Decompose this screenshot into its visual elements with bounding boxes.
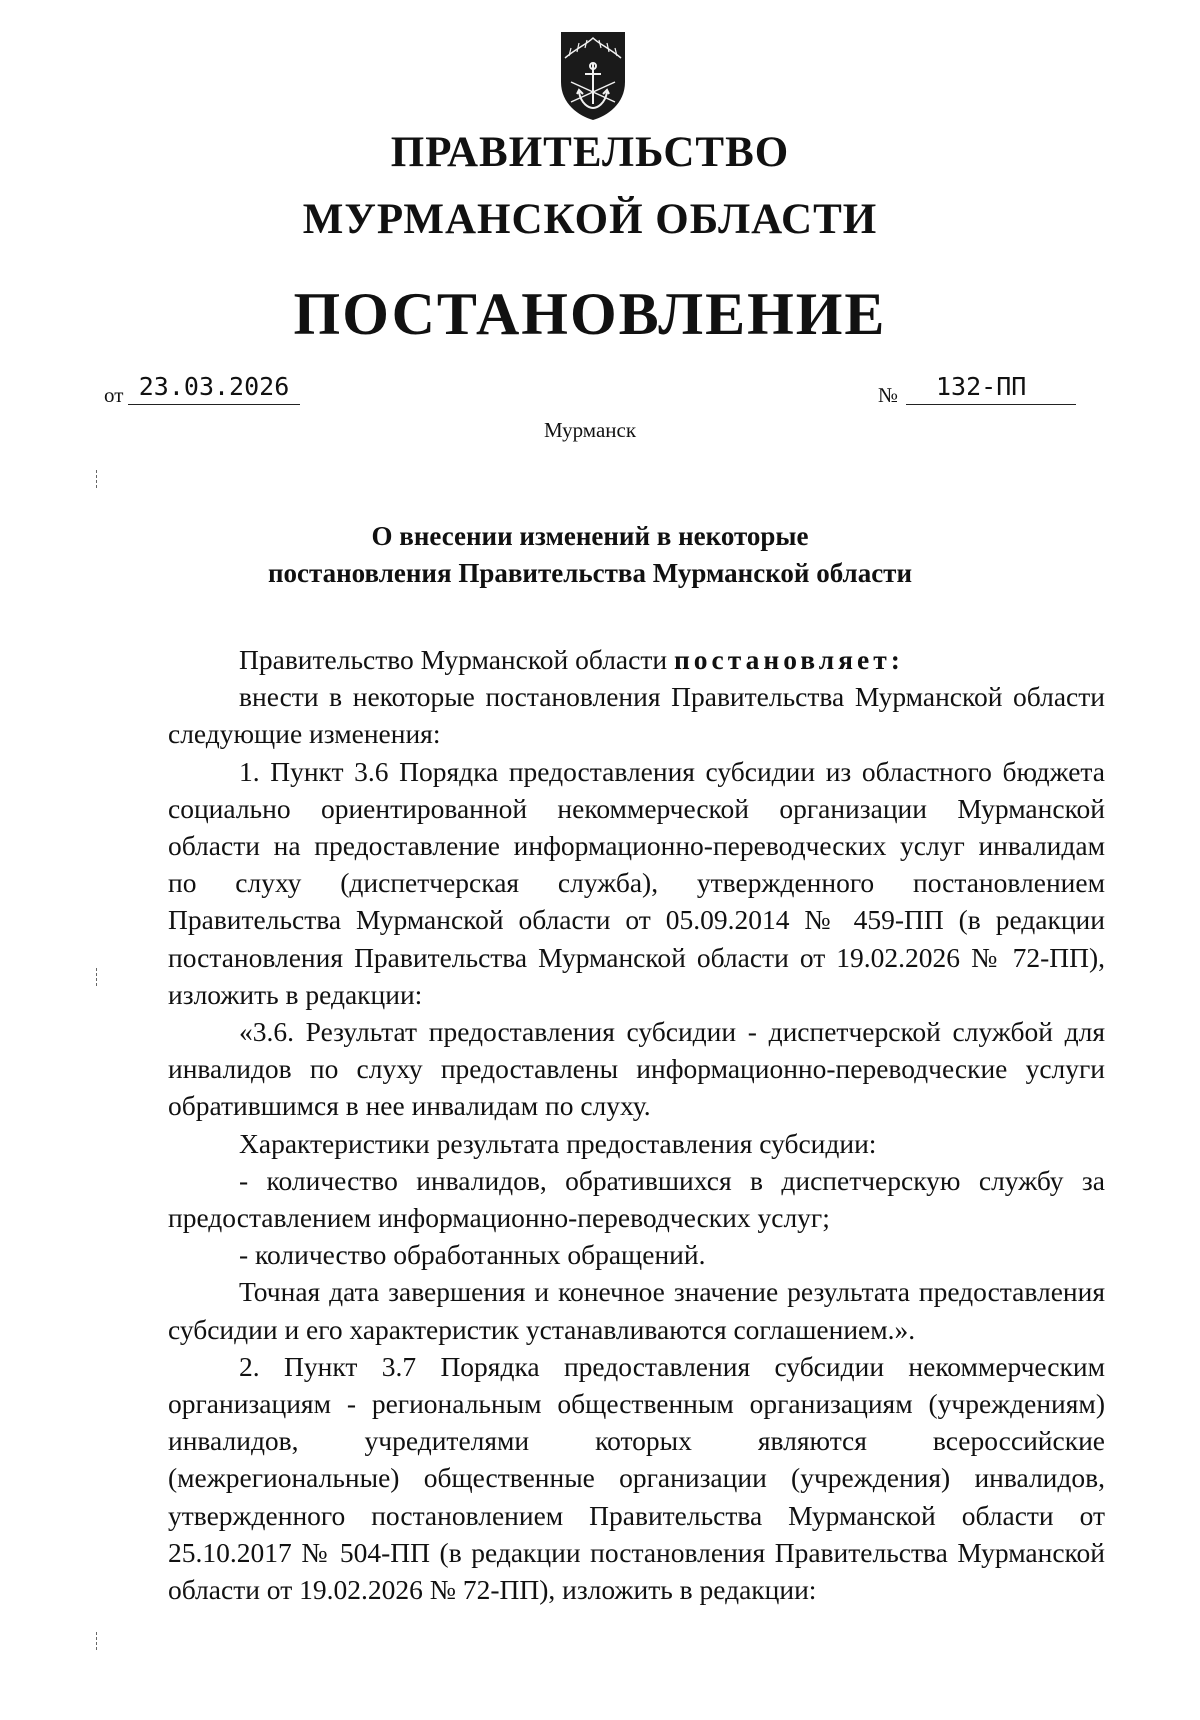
margin-mark [96,1632,98,1650]
paragraph-quote-3-6: «3.6. Результат предоставления субсидии - диспетчерской службой для инвалидов по слуху предоставлены информационно-переводческие услуги обратившимся в нее инвалидам по слуху. [168,1016,1105,1122]
margin-mark [96,470,98,488]
paragraph-exact-date: Точная дата завершения и конечное значение результата предоставления субсидии и его характеристик устанавливаются соглашением.». [168,1276,1105,1345]
city-name: Мурманск [543,418,637,442]
murmansk-coat-of-arms-icon [557,30,629,122]
paragraph-bullet-2: - количество обработанных обращений. [239,1239,706,1271]
resolution-prefix: Правительство Мурманской области [239,644,674,675]
resolution-keyword: постановляет: [673,644,904,675]
government-title-line2: МУРМАНСКОЙ ОБЛАСТИ [302,196,878,243]
paragraph-bullet-1: - количество инвалидов, обратившихся в диспетчерскую службу за предоставлением информационно-переводческих услуг; [168,1164,1105,1234]
number-label: № [878,383,899,407]
date-label: от [104,383,124,407]
paragraph-item-1: 1. Пункт 3.6 Порядка предоставления субсидии из областного бюджета социально ориентированной некоммерческой организации Мурманской области на предоставление информационно-переводческих услуг инвалидам по слуху (диспетчерская служба), утвержденного постановлением Правительства Мурманской области от 05.09.2014 № 459-ПП (в редакции постановления Правительства Мурманской области от 19.02.2026 № 72-ПП), изложить в редакции: [168,755,1105,1010]
paragraph-intro: внести в некоторые постановления Правительства Мурманской области следующие изменения: [168,681,1105,750]
document-type-heading: ПОСТАНОВЛЕНИЕ [293,281,887,347]
paragraph-resolution [168,641,1105,678]
subject-line2: постановления Правительства Мурманской области [267,558,913,588]
margin-mark [96,968,98,986]
paragraph-characteristics: Характеристики результата предоставления субсидии: [239,1127,877,1159]
paragraph-item-2: 2. Пункт 3.7 Порядка предоставления субсидии некоммерческим организациям - региональным общественным организациям (учреждениям) инвалидов, учредителями которых являются всероссийские (межрегиональные) общественные организации (учреждения) инвалидов, утвержденного постановлением Правительства Мурманской области от 25.10.2017 № 504-ПП (в редакции постановления Правительства Мурманской области от 19.02.2026 № 72-ПП), изложить в редакции: [168,1350,1105,1606]
document-number: 132-ПП [906,370,1076,405]
document-subject [0,518,1180,592]
subject-line1: О внесении изменений в некоторые [371,521,809,551]
government-title-line1: ПРАВИТЕЛЬСТВО [390,129,790,176]
document-body [168,641,1105,1608]
document-date: 23.03.2026 [128,370,300,405]
